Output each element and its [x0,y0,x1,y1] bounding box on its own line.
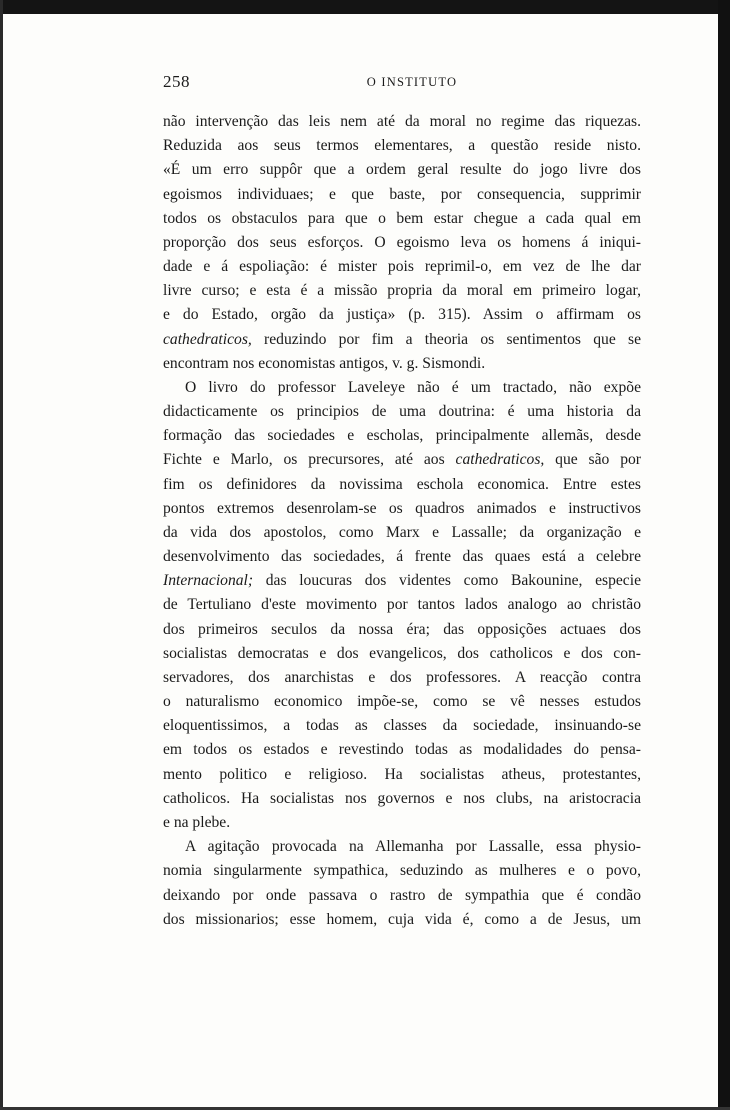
text-run: não intervenção das leis nem até da moral no regime das riquezas. [163,113,641,130]
text-run: em todos os estados e revestindo todas as modalidades do pensa- [163,741,641,759]
text-line [163,400,641,424]
text-run: O livro do professor Laveleye não é um tractado, não expõe [185,378,641,396]
text-line [163,207,641,231]
text-line [163,593,641,617]
text-line [163,376,641,400]
text-run: dos primeiros seculos da nossa éra; das opposições actuaes dos [163,620,641,638]
text-line [163,110,641,134]
text-line [163,424,641,448]
running-head [163,72,641,98]
text-line [163,279,641,303]
text-run: deixando por onde passava o rastro de sympathia que é condão [163,886,641,904]
text-run: reduzindo por fim a theoria os sentimentos que se [251,330,641,348]
text-line [163,569,641,593]
text-run: A agitação provocada na Allemanha por Lassalle, essa physio- [185,838,641,856]
text-line [163,183,641,207]
text-line [163,859,641,883]
text-run: socialistas democratas e dos evangelicos, dos catholicos e dos con- [163,644,641,662]
text-run: catholicos. Ha socialistas nos governos e nos clubs, na aristocracia [163,789,641,807]
text-line [163,448,641,472]
text-line [163,787,641,811]
text-run: egoismos individuaes; e que baste, por consequencia, supprimir [163,185,641,203]
text-body [163,110,641,932]
text-run: que são por [544,451,641,469]
text-run: «É um erro suppôr que a ordem geral resulte do jogo livre dos [163,161,641,179]
text-run: e do Estado, orgão da justiça» (p. 315). Assim o affirmam os [163,306,641,324]
text-run: desenvolvimento das sociedades, á frente das quaes está a celebre [163,548,641,566]
text-run: Fichte e Marlo, os precursores, até aos [163,451,456,469]
text-line [163,642,641,666]
text-line [163,303,641,327]
text-line [163,473,641,497]
text-run: servadores, dos anarchistas e dos professores. A reacção contra [163,668,641,686]
text-run: formação das sociedades e escholas, principalmente allemãs, desde [163,427,641,445]
text-run: proporção dos seus esforços. O egoismo leva os homens á iniqui- [163,233,641,251]
text-line [163,134,641,158]
text-line [163,738,641,762]
italic-text: Internacional; [163,572,254,590]
text-line [163,908,641,932]
scan-border-left [0,0,3,1110]
text-line [163,811,641,835]
text-run: de Tertuliano d'este movimento por tantos lados analogo ao christão [163,596,641,614]
italic-text: cathedraticos, [455,451,545,469]
text-line [163,763,641,787]
text-run: livre curso; e esta é a missão propria da moral em primeiro logar, [163,282,641,300]
text-run: dos missionarios; esse homem, cuja vida é, como a de Jesus, um [163,910,641,928]
text-line [163,521,641,545]
text-run: dade e á espoliação: é mister pois reprimil-o, em vez de lhe dar [163,258,641,276]
text-line [163,884,641,908]
text-line [163,497,641,521]
text-run: pontos extremos desenrolam-se os quadros animados e instructivos [163,499,641,517]
scan-border-top [0,0,730,14]
text-run: mento politico e religioso. Ha socialistas atheus, protestantes, [163,765,641,783]
text-line [163,255,641,279]
text-line [163,231,641,255]
text-line [163,352,641,376]
text-line [163,666,641,690]
text-run: todos os obstaculos para que o bem estar chegue a cada qual em [163,209,641,227]
text-run: eloquentissimos, a todas as classes da sociedade, insinuando-se [163,717,641,735]
italic-text: cathedraticos, [163,330,252,348]
text-run: da vida dos apostolos, como Marx e Lassalle; da organização e [163,523,641,541]
text-line [163,690,641,714]
text-run: das loucuras dos videntes como Bakounine, especie [253,572,641,590]
text-run: o naturalismo economico impõe-se, como se vê nesses estudos [163,693,641,711]
text-run: didacticamente os principios de uma doutrina: é uma historia da [163,403,641,421]
text-run: e na plebe. [163,813,231,831]
text-run: Reduzida aos seus termos elementares, a questão reside nisto. [163,137,641,155]
text-line [163,618,641,642]
scan-border-right [718,0,730,1110]
text-line [163,328,641,352]
text-line [163,835,641,859]
text-line [163,158,641,182]
page-content [163,72,641,932]
page-number: 258 [163,72,190,91]
text-line [163,545,641,569]
text-run: encontram nos economistas antigos, v. g. Sismondi. [163,354,486,372]
text-run: nomia singularmente sympathica, seduzindo as mulheres e o povo, [163,862,641,880]
text-run: fim os definidores da novissima eschola economica. Entre estes [163,475,641,493]
text-line [163,714,641,738]
journal-title: O INSTITUTO [366,75,458,89]
